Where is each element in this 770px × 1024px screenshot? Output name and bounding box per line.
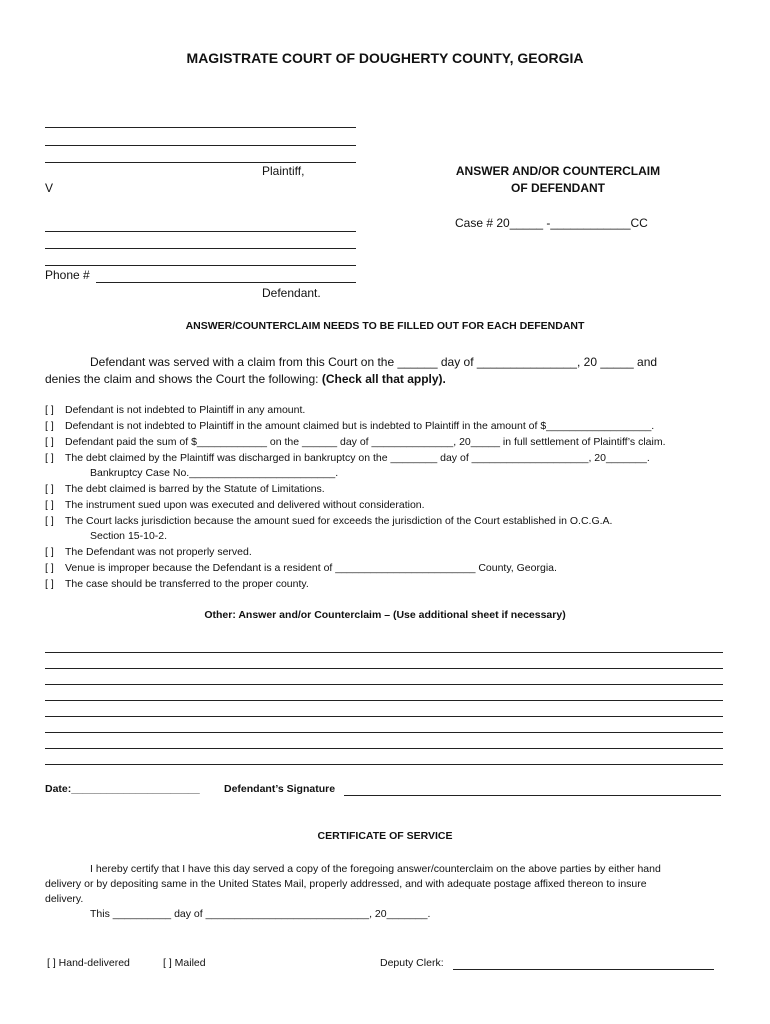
checkbox[interactable]: [ ]	[45, 578, 54, 590]
defendant-name-line-3[interactable]	[45, 265, 356, 266]
notice-heading: ANSWER/COUNTERCLAIM NEEDS TO BE FILLED OUT FOR EACH DEFENDANT	[185, 320, 585, 332]
option-no-consideration[interactable]	[45, 499, 425, 511]
checkbox[interactable]: [ ]	[45, 420, 54, 432]
certificate-line-3: delivery.	[45, 893, 84, 905]
option-text: The Defendant was not properly served.	[65, 546, 252, 558]
plaintiff-name-line-1[interactable]	[45, 127, 356, 128]
option-not-served[interactable]	[45, 546, 252, 558]
court-title: MAGISTRATE COURT OF DOUGHERTY COUNTY, GEORGIA	[186, 50, 584, 66]
versus-label: V	[45, 181, 54, 195]
answer-line[interactable]	[45, 732, 723, 733]
option-statute-of-limitations[interactable]	[45, 483, 325, 495]
defendant-signature-line[interactable]	[344, 795, 721, 796]
checkbox[interactable]: [ ]	[45, 452, 54, 464]
option-text: The instrument sued upon was executed and delivered without consideration.	[65, 499, 425, 511]
option-not-indebted[interactable]	[45, 404, 305, 416]
answer-line[interactable]	[45, 668, 723, 669]
case-number-field[interactable]: Case # 20_____ -____________CC	[455, 216, 648, 230]
option-text: Bankruptcy Case No._________________________.	[90, 467, 339, 479]
phone-label: Phone #	[45, 268, 90, 282]
option-indebted-other-amount[interactable]	[45, 420, 654, 432]
option-text: Defendant paid the sum of $____________ on the ______ day of ______________, 20_____ in full settlement of Plaintiff’s claim.	[65, 436, 666, 448]
date-field[interactable]: Date:______________________	[45, 783, 200, 795]
mailed-checkbox[interactable]: [ ] Mailed	[163, 957, 206, 969]
option-bankruptcy[interactable]	[45, 452, 650, 464]
checkbox[interactable]: [ ]	[45, 562, 54, 574]
option-text: Venue is improper because the Defendant is a resident of ________________________ County, Georgia.	[65, 562, 557, 574]
answer-line[interactable]	[45, 716, 723, 717]
phone-line[interactable]	[96, 282, 356, 283]
option-text: Section 15-10-2.	[90, 530, 168, 542]
checkbox[interactable]: [ ]	[45, 546, 54, 558]
deputy-clerk-label: Deputy Clerk:	[380, 957, 444, 969]
certificate-heading: CERTIFICATE OF SERVICE	[317, 830, 453, 842]
defendant-name-line-2[interactable]	[45, 248, 356, 249]
checkbox[interactable]: [ ]	[45, 483, 54, 495]
option-paid-sum[interactable]	[45, 436, 666, 448]
certificate-line-1: I hereby certify that I have this day served a copy of the foregoing answer/counterclaim on the above parties by either hand	[90, 863, 661, 875]
intro-line-1: Defendant was served with a claim from this Court on the ______ day of _______________, 20 _____ and	[90, 355, 658, 369]
plaintiff-label: Plaintiff,	[262, 164, 305, 178]
plaintiff-name-line-3[interactable]	[45, 162, 356, 163]
intro-line-2-text: denies the claim and shows the Court the following:	[45, 372, 319, 386]
checkbox[interactable]: [ ]	[45, 515, 54, 527]
hand-delivered-checkbox[interactable]: [ ] Hand-delivered	[47, 957, 130, 969]
option-transfer-case[interactable]	[45, 578, 309, 590]
checkbox[interactable]: [ ]	[45, 499, 54, 511]
answer-line[interactable]	[45, 652, 723, 653]
check-all-note: (Check all that apply).	[321, 372, 446, 386]
other-answer-heading: Other: Answer and/or Counterclaim – (Use additional sheet if necessary)	[204, 609, 566, 621]
jurisdiction-section	[90, 530, 167, 542]
answer-heading-line2: OF DEFENDANT	[511, 181, 605, 195]
plaintiff-name-line-2[interactable]	[45, 145, 356, 146]
answer-line[interactable]	[45, 684, 723, 685]
deputy-clerk-signature-line[interactable]	[453, 969, 714, 970]
certificate-date-line[interactable]: This __________ day of ____________________________, 20_______.	[90, 908, 431, 920]
option-lacks-jurisdiction[interactable]	[45, 515, 612, 527]
defendant-name-line-1[interactable]	[45, 231, 356, 232]
checkbox[interactable]: [ ]	[45, 436, 54, 448]
checkbox[interactable]: [ ]	[45, 404, 54, 416]
option-text: Defendant is not indebted to Plaintiff in any amount.	[65, 404, 306, 416]
option-text: The Court lacks jurisdiction because the amount sued for exceeds the jurisdiction of the Court established in O.C.G.A.	[65, 515, 613, 527]
option-text: The debt claimed is barred by the Statute of Limitations.	[65, 483, 325, 495]
answer-line[interactable]	[45, 748, 723, 749]
intro-line-2	[45, 372, 446, 386]
bankruptcy-case-no[interactable]	[90, 467, 338, 479]
option-text: The debt claimed by the Plaintiff was discharged in bankruptcy on the ________ day of ____________________, 20_______.	[65, 452, 650, 464]
answer-heading-line1: ANSWER AND/OR COUNTERCLAIM	[455, 164, 661, 178]
option-text: Defendant is not indebted to Plaintiff in the amount claimed but is indebted to Plaintiff in the amount of $__________________.	[65, 420, 655, 432]
defendant-signature-label: Defendant’s Signature	[224, 783, 336, 795]
certificate-line-2: delivery or by depositing same in the United States Mail, properly addressed, and with adequate postage affixed thereon to insure	[45, 878, 647, 890]
option-text: The case should be transferred to the proper county.	[65, 578, 309, 590]
option-improper-venue[interactable]	[45, 562, 557, 574]
defendant-label: Defendant.	[262, 286, 321, 300]
answer-line[interactable]	[45, 764, 723, 765]
answer-line[interactable]	[45, 700, 723, 701]
